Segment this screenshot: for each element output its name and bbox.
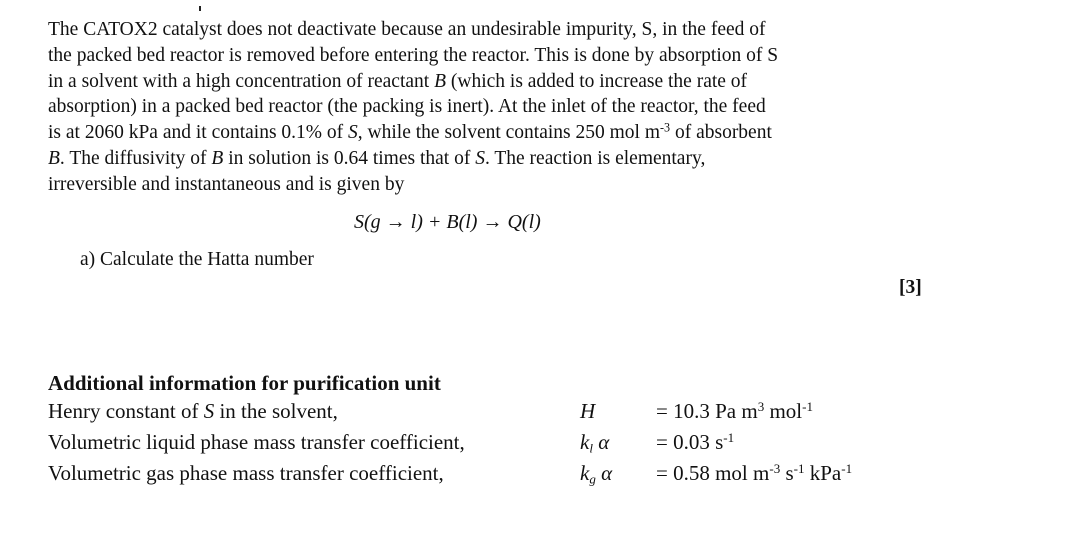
problem-line-1: The CATOX2 catalyst does not deactivate because an undesirable impurity, S, in the feed of	[48, 19, 766, 40]
info-value: = 10.3 Pa $m^3$ mol$^{-1}$	[656, 398, 813, 423]
problem-line-6: B. The diffusivity of B in solution is 0.64 times that of S. The reaction is elementary,	[48, 147, 706, 169]
reaction-equation: S(g → l) + B(l) → Q(l)	[354, 211, 541, 233]
problem-line-4: absorption) in a packed bed reactor (the packing is inert). At the inlet of the reactor, the feed	[48, 96, 766, 118]
problem-line-5: is at 2060 kPa and it contains 0.1% of S, while the solvent contains 250 mol $m^{-3}$ of absorbent	[48, 120, 772, 144]
info-symbol: $k_g$ α	[580, 461, 613, 487]
info-row-liquid-coefficient	[0, 430, 1089, 460]
info-row-henry	[0, 399, 1089, 429]
problem-statement	[48, 17, 948, 198]
problem-line-2: the packed bed reactor is removed before entering the reactor. This is done by absorption of S	[48, 44, 779, 66]
info-label: Volumetric gas phase mass transfer coefficient,	[48, 461, 444, 485]
info-label: Henry constant of S in the solvent,	[48, 399, 338, 423]
additional-info-title: Additional information for purification unit	[48, 371, 441, 395]
info-value: = 0.03 $s^{-1}$	[656, 429, 735, 454]
info-label: Volumetric liquid phase mass transfer coefficient,	[48, 430, 465, 454]
stray-mark	[199, 6, 201, 11]
question-a: a) Calculate the Hatta number	[80, 249, 314, 270]
problem-line-3: in a solvent with a high concentration of reactant B (which is added to increase the rate of	[48, 70, 748, 92]
info-value: = 0.58 mol $m^{-3}$ $s^{-1}$ kPa$^{-1}$	[656, 460, 853, 485]
problem-line-7: irreversible and instantaneous and is given by	[48, 173, 405, 195]
info-symbol: $k_l$ α	[580, 430, 610, 456]
marks-badge: [3]	[899, 277, 922, 298]
info-row-gas-coefficient	[0, 461, 1089, 491]
info-symbol: H	[580, 399, 596, 423]
